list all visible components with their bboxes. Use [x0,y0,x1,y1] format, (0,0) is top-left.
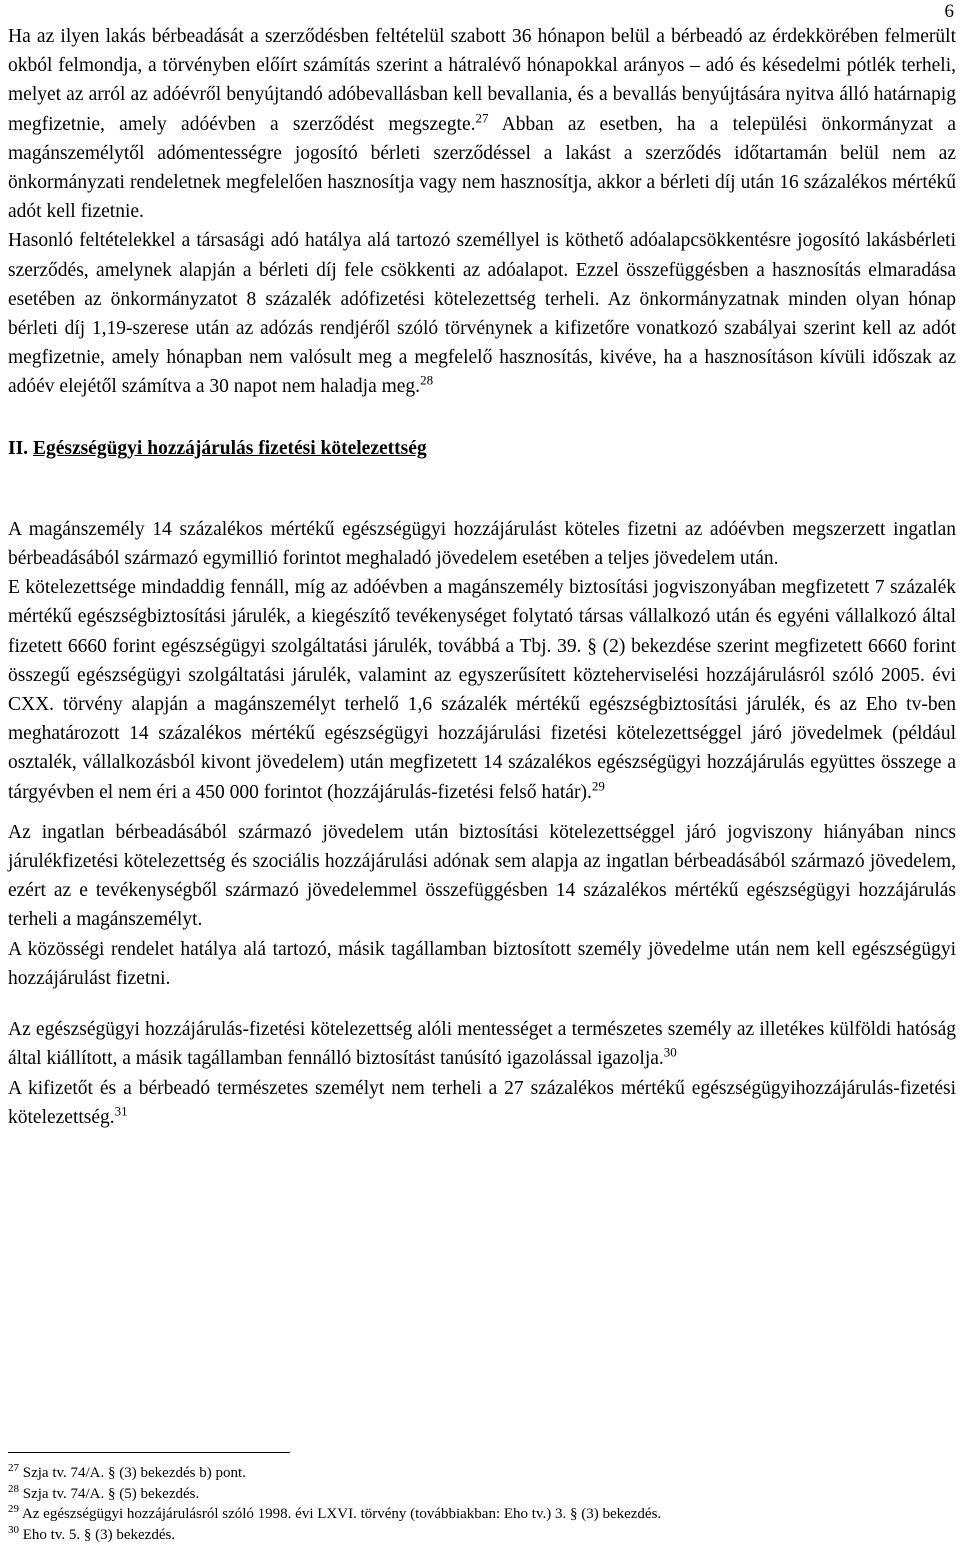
paragraph-text: Az ingatlan bérbeadásából származó jövedelem után biztosítási kötelezettséggel járó jogviszony hiányában nincs járulékfizetési kötelezettség és szociális hozzájárulási adónak sem alapja az ingatlan bérbeadásából származó jövedelem, ezért az e tevékenységből származó jövedelemmel összefüggésben 14 százalékos mértékű egészségügyi hozzájárulás terheli a magánszemélyt. [8,821,956,931]
footnotes [8,1452,956,1545]
paragraph-corporate-tax [8,226,956,401]
paragraph-text: Ha az ilyen lakás bérbeadását a szerződésben feltételül szabott 36 hónapon belül a bérbeadó az érdekkörében felmerült okból felmondja, a törvényben előírt számítás szerint a hátralévő hónapokkal arányos – adó és késedelmi pótlék terheli, melyet az arról az adóévről benyújtandó adóbevallásban kell bevallania, és a bevallás benyújtására nyitva álló határnapig megfizetnie, amely adóévben a szerződést megszegte. [8,26,956,135]
footnote-ref[interactable]: 31 [114,1103,128,1119]
paragraph-exemption [8,1015,956,1073]
footnote-text: Szja tv. 74/A. § (3) bekezdés b) pont. [22,1465,246,1481]
footnote-ref[interactable]: 28 [420,372,434,388]
paragraph-text: A kifizetőt és a bérbeadó természetes személyt nem terheli a 27 százalékos mértékű egészségügyihozzájárulás-fizetési kötelezettség. [8,1077,956,1128]
footnote-29 [8,1504,956,1525]
footnote-ref[interactable]: 27 [475,110,489,126]
paragraph-text: E kötelezettsége mindaddig fennáll, míg az adóévben a magánszemély biztosítási jogviszonyában megfizetett 7 százalék mértékű egészségbiztosítási járulék, a kiegészítő tevékenységet folytató társas vállalkozó után és egyéni vállalkozó által fizetett 6660 forint egészségügyi szolgáltatási járulék, továbbá a Tbj. 39. § (2) bekezdése szerint megfizetett 6660 forint összegű egészségügyi szolgáltatási járulék, valamint az egyszerűsített közteherviselési hozzájárulásról szóló 2005. évi CXX. törvény alapján a magánszemélyt terhelő 1,6 százalék mértékű egészségbiztosítási járulék, és az Eho tv-ben meghatározott 14 százalékos mértékű egészségügyi hozzájárulási fizetési kötelezettséggel járó jövedelmek (például osztalék, vállalkozásból kivont jövedelem) után megfizetett 14 százalékos egészségügyi hozzájárulás együttes összege a tárgyévben el nem éri a 450 000 forintot (hozzájárulás-fizetési felső határ). [8,577,956,803]
paragraph-no-insurance [8,818,956,935]
paragraph-health-contribution [8,515,956,573]
paragraph-payer-exemption [8,1074,956,1132]
page-number: 6 [944,1,954,22]
paragraph-text: A magánszemély 14 százalékos mértékű egészségügyi hozzájárulást köteles fizetni az adóévben megszerzett ingatlan bérbeadásából származó egymillió forintot meghaladó jövedelem esetében a teljes jövedelem után. [8,518,956,570]
section-title: Egészségügyi hozzájárulás fizetési kötelezettség [32,437,427,459]
footnote-text: Szja tv. 74/A. § (5) bekezdés. [22,1485,200,1502]
document-body [8,22,956,1132]
footnote-divider [8,1452,290,1453]
footnote-number: 28 [8,1482,19,1495]
footnote-ref[interactable]: 30 [663,1044,677,1060]
footnote-28 [8,1484,956,1505]
footnote-30 [8,1525,956,1546]
footnote-text: Eho tv. 5. § (3) bekezdés. [22,1526,176,1543]
section-number: II. [8,437,29,459]
paragraph-obligation-duration [8,573,956,807]
footnote-number: 29 [8,1503,19,1515]
paragraph-text: A közösségi rendelet hatálya alá tartozó, másik tagállamban biztosított személy jövedelme után nem kell egészségügyi hozzájárulást fizetni. [8,938,956,989]
footnote-27 [8,1463,956,1484]
footnote-number: 30 [8,1523,19,1536]
paragraph-eu-regulation [8,935,956,993]
paragraph-lease-termination [8,22,956,226]
paragraph-text: Abban az esetben, ha a települési önkormányzat a magánszemélytől adómentességre jogosító bérleti szerződéssel a lakást a szerződés időtartamán belül nem az önkormányzati rendeletnek megfelelően hasznosítja vagy nem hasznosítja, akkor a bérleti díj után 16 százalékos mértékű adót kell fizetnie. [8,113,956,223]
footnote-ref[interactable]: 29 [591,778,605,794]
section-heading [8,434,956,463]
paragraph-text: Az egészségügyi hozzájárulás-fizetési kötelezettség alóli mentességet a természetes személy az illetékes külföldi hatóság által kiállított, a másik tagállamban fennálló biztosítást tanúsító igazolással igazolja. [8,1019,956,1070]
footnote-number: 27 [8,1462,19,1474]
paragraph-text: Hasonló feltételekkel a társasági adó hatálya alá tartozó személlyel is köthető adóalapcsökkentésre jogosító lakásbérleti szerződés, amelynek alapján a bérleti díj fele csökkenti az adóalapot. Ezzel összefüggésben a hasznosítás elmaradása esetében az önkormányzatot 8 százalék adófizetési kötelezettség terheli. Az önkormányzatnak minden olyan hónap bérleti díj 1,19-szerese után az adózás rendjéről szóló törvénynek a kifizetőre vonatkozó szabályai szerint kell az adót megfizetnie, amely hónapban nem valósult meg a megfelelő hasznosítás, kivéve, ha a hasznosításon kívüli időszak az adóév elejétől számítva a 30 napot nem haladja meg. [8,230,956,398]
footnote-text: Az egészségügyi hozzájárulásról szóló 1998. évi LXVI. törvény (továbbiakban: Eho tv.) 3. § (3) bekezdés. [21,1506,662,1522]
